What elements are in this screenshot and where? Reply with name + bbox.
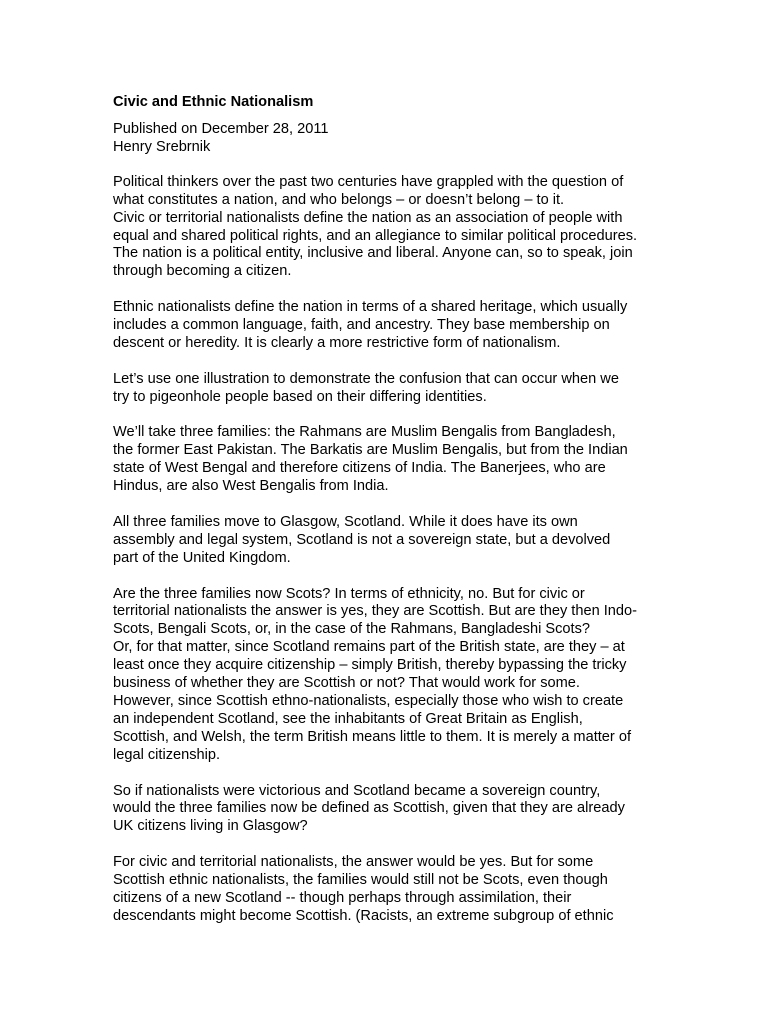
published-date: Published on December 28, 2011 — [113, 121, 329, 137]
text-line: Political thinkers over the past two centuries have grappled with the question of — [113, 173, 624, 190]
paragraph — [113, 514, 658, 568]
paragraph — [113, 854, 658, 926]
text-line: Ethnic nationalists define the nation in terms of a shared heritage, which usually — [113, 299, 628, 316]
text-line: an independent Scotland, see the inhabitants of Great Britain as English, — [113, 710, 583, 727]
text-line: through becoming a citizen. — [113, 263, 292, 280]
article-meta — [113, 121, 658, 157]
text-line: would the three families now be defined as Scottish, given that they are already — [113, 800, 625, 817]
text-line: Scottish ethnic nationalists, the families would still not be Scots, even though — [113, 872, 608, 889]
text-line: For civic and territorial nationalists, the answer would be yes. But for some — [113, 854, 594, 871]
text-line: equal and shared political rights, and an allegiance to similar political procedures. — [113, 227, 638, 244]
text-line: state of West Bengal and therefore citizens of India. The Banerjees, who are — [113, 460, 606, 477]
text-line: All three families move to Glasgow, Scotland. While it does have its own — [113, 513, 578, 530]
text-line: legal citizenship. — [113, 746, 221, 763]
text-line: part of the United Kingdom. — [113, 549, 291, 566]
text-line: the former East Pakistan. The Barkatis are Muslim Bengalis, but from the Indian — [113, 442, 628, 459]
paragraph-list — [113, 174, 658, 926]
paragraph — [113, 371, 658, 407]
text-line: Hindus, are also West Bengalis from India. — [113, 478, 389, 495]
text-line: The nation is a political entity, inclusive and liberal. Anyone can, so to speak, join — [113, 245, 633, 262]
text-line: Civic or territorial nationalists define the nation as an association of people with — [113, 209, 623, 226]
text-line: assembly and legal system, Scotland is not a sovereign state, but a devolved — [113, 531, 611, 548]
text-line: Are the three families now Scots? In terms of ethnicity, no. But for civic or — [113, 585, 585, 602]
text-line: includes a common language, faith, and ancestry. They base membership on — [113, 317, 610, 334]
text-line: descent or heredity. It is clearly a more restrictive form of nationalism. — [113, 334, 561, 351]
paragraph — [113, 586, 658, 765]
text-line: business of whether they are Scottish or not? That would work for some. — [113, 675, 580, 692]
paragraph — [113, 424, 658, 496]
text-line: UK citizens living in Glasgow? — [113, 818, 308, 835]
paragraph — [113, 174, 658, 281]
text-line: Let’s use one illustration to demonstrate the confusion that can occur when we — [113, 370, 619, 387]
text-line: least once they acquire citizenship – simply British, thereby bypassing the tricky — [113, 657, 627, 674]
text-line: Scottish, and Welsh, the term British means little to them. It is merely a matter of — [113, 728, 631, 745]
author-name: Henry Srebrnik — [113, 138, 211, 155]
text-line: We’ll take three families: the Rahmans are Muslim Bengalis from Bangladesh, — [113, 424, 616, 441]
article-body — [113, 93, 658, 944]
text-line: Or, for that matter, since Scotland remains part of the British state, are they – at — [113, 639, 625, 656]
text-line: territorial nationalists the answer is yes, they are Scottish. But are they then Indo- — [113, 603, 638, 620]
text-line: So if nationalists were victorious and Scotland became a sovereign country, — [113, 782, 601, 799]
text-line: However, since Scottish ethno-nationalists, especially those who wish to create — [113, 693, 624, 710]
paragraph — [113, 299, 658, 353]
text-line: try to pigeonhole people based on their differing identities. — [113, 388, 487, 405]
text-line: Scots, Bengali Scots, or, in the case of the Rahmans, Bangladeshi Scots? — [113, 621, 591, 638]
article-title: Civic and Ethnic Nationalism — [113, 94, 314, 110]
paragraph — [113, 783, 658, 837]
text-line: descendants might become Scottish. (Racists, an extreme subgroup of ethnic — [113, 907, 614, 924]
text-line: citizens of a new Scotland -- though perhaps through assimilation, their — [113, 889, 572, 906]
text-line: what constitutes a nation, and who belongs – or doesn’t belong – to it. — [113, 191, 565, 208]
